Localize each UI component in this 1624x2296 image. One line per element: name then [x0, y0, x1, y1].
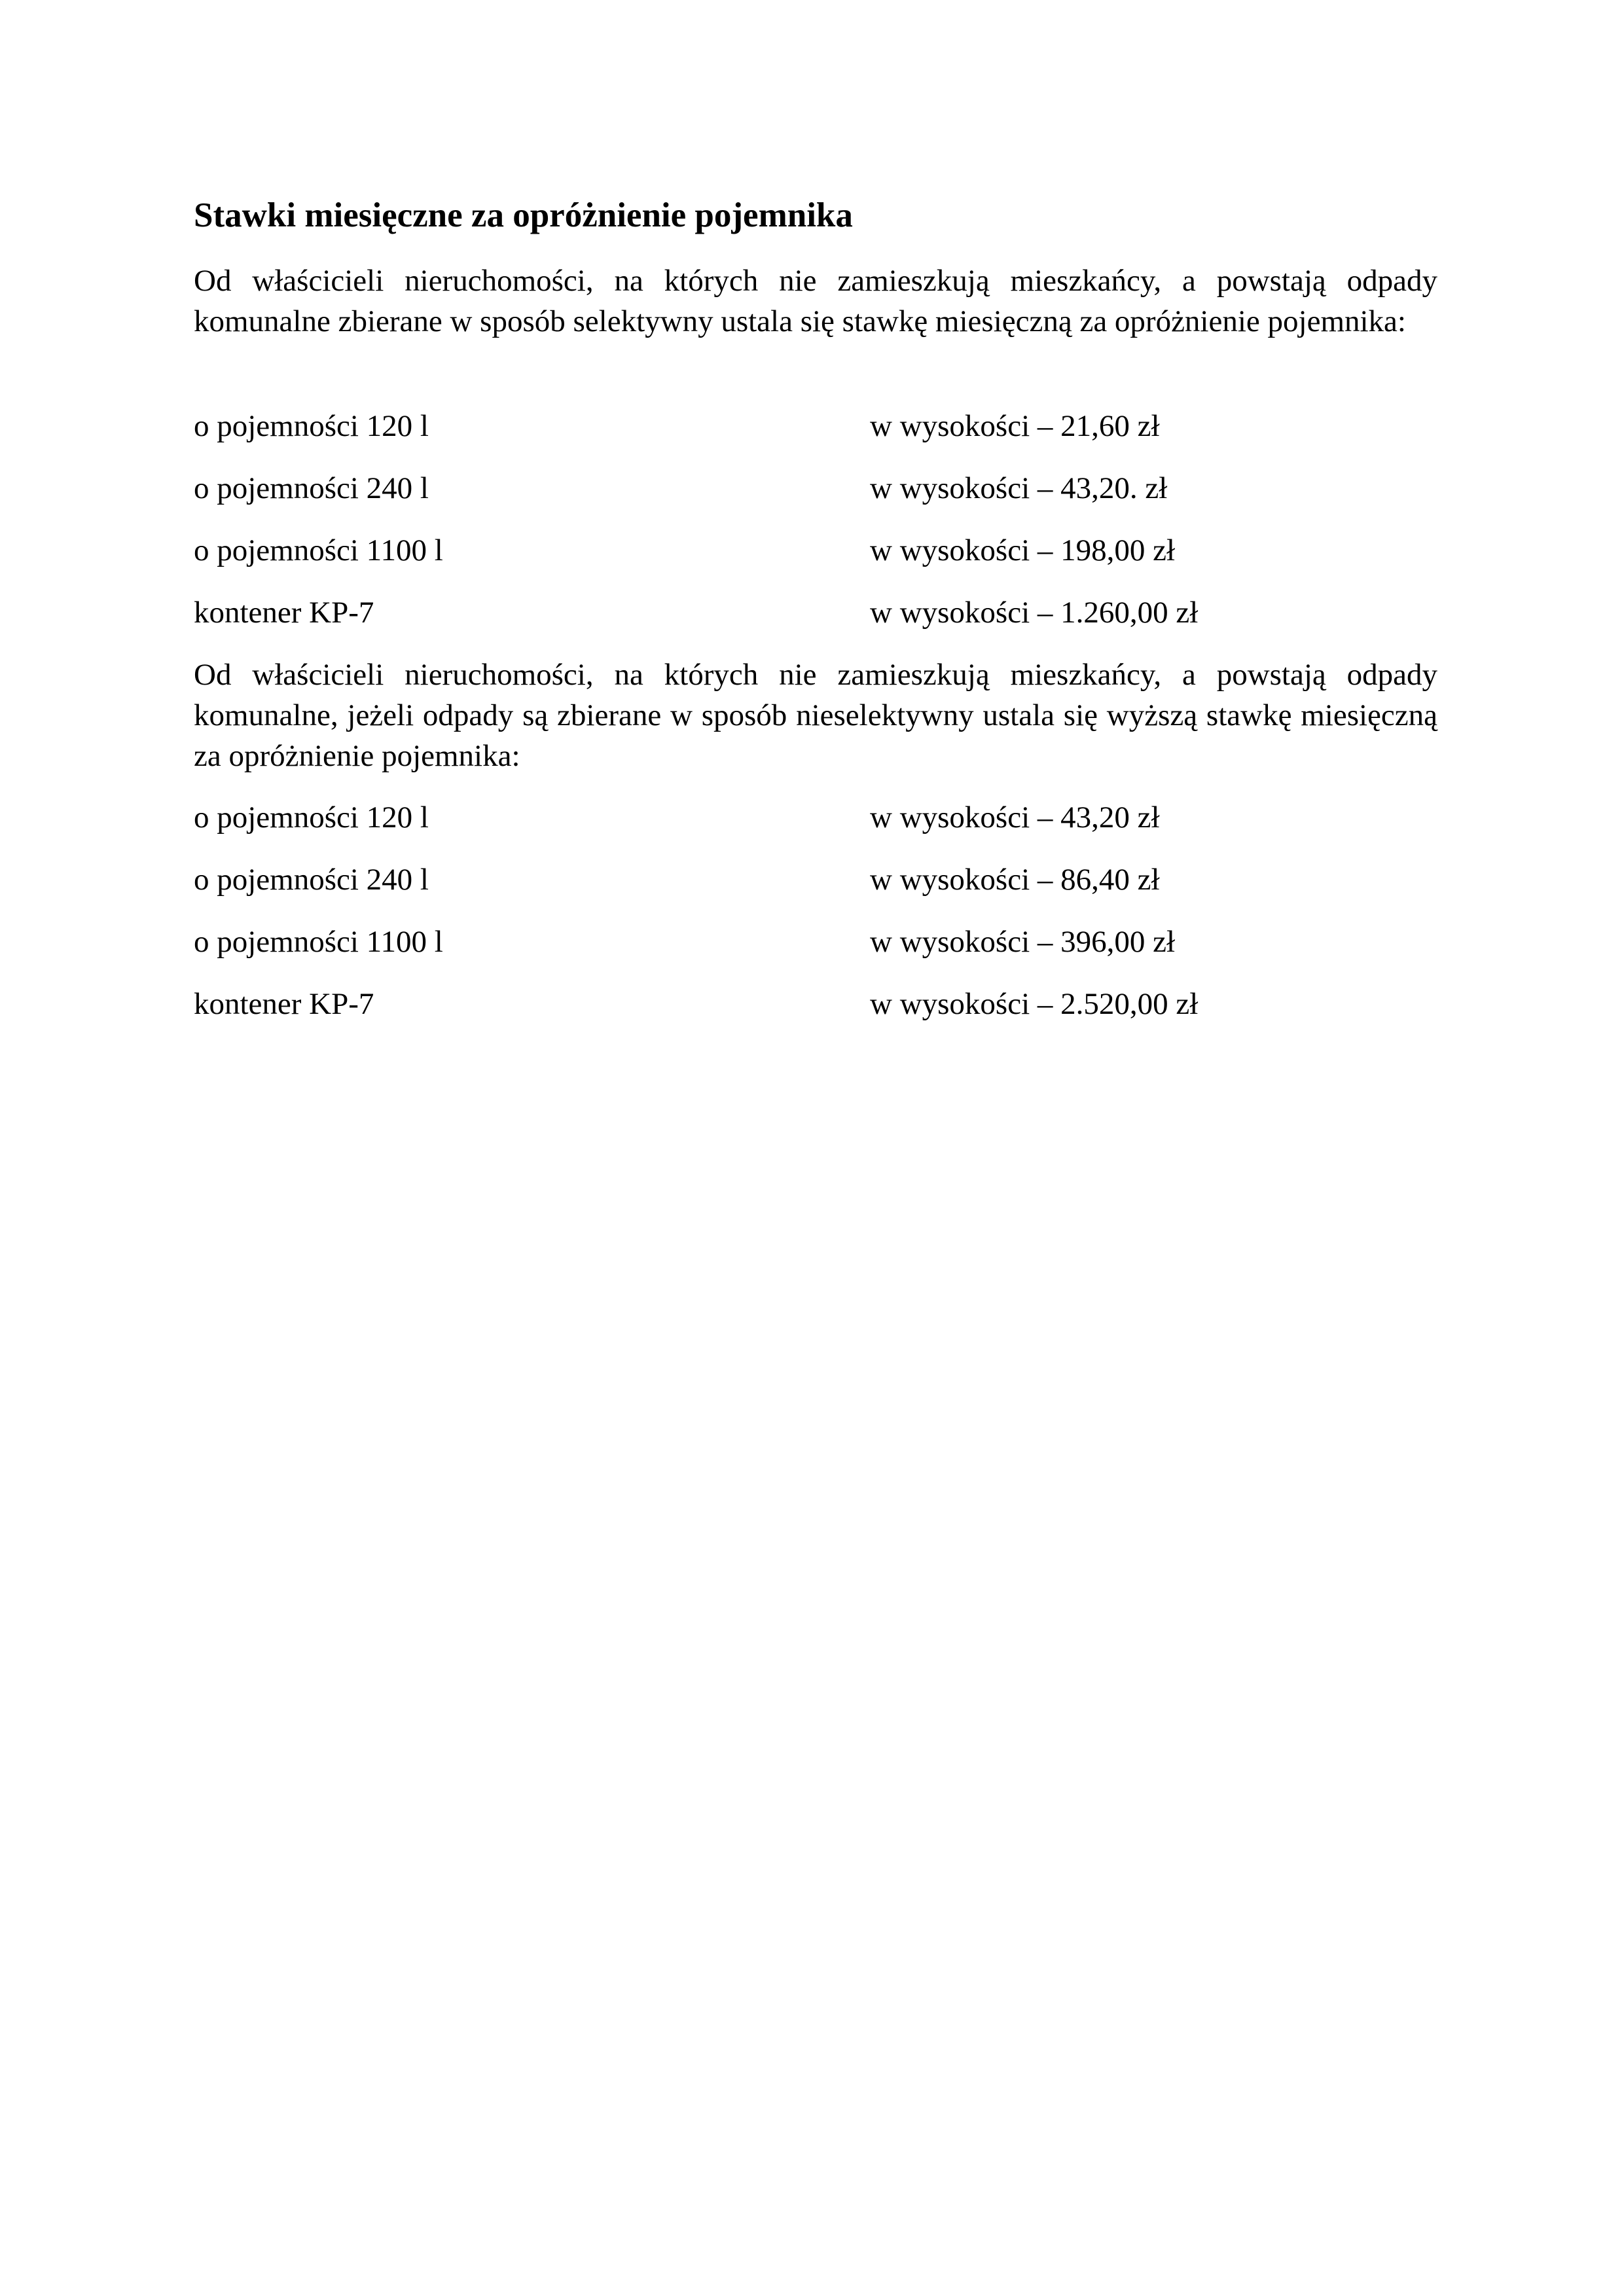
- rate-label: o pojemności 120 l: [194, 409, 429, 443]
- rate-row: [194, 797, 1437, 859]
- rate-row: [194, 468, 1437, 530]
- rate-label: kontener KP-7: [194, 596, 374, 630]
- rate-row: [194, 592, 1437, 655]
- rate-label: o pojemności 240 l: [194, 471, 429, 505]
- section2-rate-list: [194, 797, 1437, 1046]
- rate-label: o pojemności 240 l: [194, 863, 429, 897]
- section1-rate-list: [194, 406, 1437, 655]
- rate-row: [194, 859, 1437, 922]
- rate-value: w wysokości – 198,00 zł: [870, 533, 1176, 567]
- section2-intro-paragraph: Od właścicieli nieruchomości, na których nie zamieszkują mieszkańcy, a powstają odpady komunalne, jeżeli odpady są zbierane w sposób nieselektywny ustala się wyższą stawkę miesięczną za opróżnienie pojemnika:: [194, 658, 1437, 773]
- rate-value: w wysokości – 21,60 zł: [870, 409, 1160, 443]
- rate-row: [194, 922, 1437, 984]
- section1-intro-paragraph: Od właścicieli nieruchomości, na których nie zamieszkują mieszkańcy, a powstają odpady komunalne zbierane w sposób selektywny ustala się stawkę miesięczną za opróżnienie pojemnika:: [194, 264, 1437, 338]
- rate-label: kontener KP-7: [194, 987, 374, 1021]
- rate-value: w wysokości – 1.260,00 zł: [870, 596, 1199, 630]
- rate-value: w wysokości – 86,40 zł: [870, 863, 1160, 897]
- rate-label: o pojemności 1100 l: [194, 533, 443, 567]
- rate-value: w wysokości – 43,20 zł: [870, 800, 1160, 834]
- rate-value: w wysokości – 43,20. zł: [870, 471, 1168, 505]
- rate-row: [194, 530, 1437, 592]
- rate-label: o pojemności 120 l: [194, 800, 429, 834]
- rate-value: w wysokości – 2.520,00 zł: [870, 987, 1199, 1021]
- rate-label: o pojemności 1100 l: [194, 925, 443, 959]
- document-title: Stawki miesięczne za opróżnienie pojemnika: [194, 196, 853, 234]
- rate-row: [194, 406, 1437, 468]
- rate-value: w wysokości – 396,00 zł: [870, 925, 1176, 959]
- rate-row: [194, 984, 1437, 1046]
